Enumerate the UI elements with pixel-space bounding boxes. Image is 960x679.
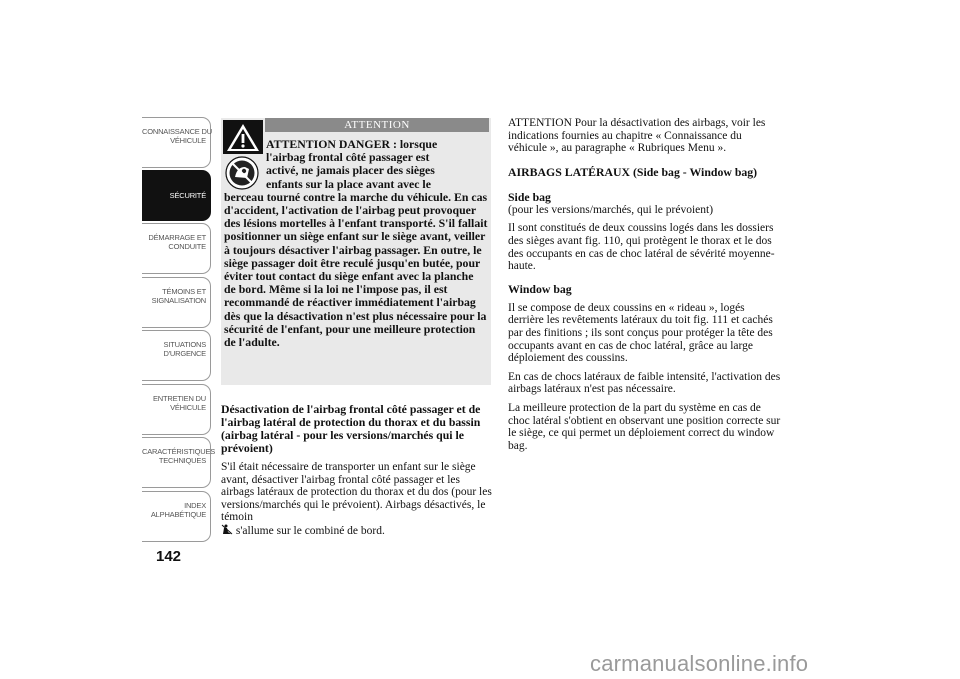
- window-bag-description: Il se compose de deux coussins en « rideau », logés derrière les revêtements latéraux du toit fig. 111 et cachés par des finitions ; ils sont conçus pour protéger la tête des occupants avant en cas de choc latéral, grâce au large déploiement des coussins.: [508, 301, 773, 365]
- warning-line-3: activé, ne jamais placer des sièges: [266, 163, 435, 178]
- chapter-tabs: [142, 117, 216, 544]
- tab-label-line1: CARACTÉRISTIQUES: [142, 447, 216, 456]
- warning-line-2: l'airbag frontal côté passager est: [266, 150, 430, 165]
- tab-label-line2: CONDUITE: [168, 242, 206, 251]
- page-number: 142: [156, 548, 182, 565]
- tab-label-line1: DÉMARRAGE ET: [148, 233, 206, 242]
- warning-text: [224, 138, 488, 349]
- airbag-off-indicator-icon: [221, 524, 233, 535]
- side-bag-description: Il sont constitués de deux coussins logés dans les dossiers des sièges avant fig. 110, qui protègent le thorax et le dos des occupants en cas de choc latéral de sévérité moyenne-haute.: [508, 222, 775, 273]
- warning-header: ATTENTION: [265, 118, 489, 132]
- best-protection-note: La meilleure protection de la part du système en cas de choc latéral s'obtient en observant une position correcte sur le siège, ce qui permet un déploiement correct du window bag.: [508, 401, 781, 452]
- side-bag-versions: (pour les versions/marchés, qui le prévoient): [508, 203, 714, 216]
- tab-label-line1: SITUATIONS: [163, 340, 206, 349]
- watermark: carmanualsonline.info: [590, 651, 809, 676]
- tab-situations-urgence[interactable]: [142, 330, 211, 381]
- tab-label-line1: TÉMOINS ET: [162, 287, 206, 296]
- tab-label-line2: ALPHABÉTIQUE: [150, 510, 206, 519]
- tab-entretien-vehicule[interactable]: [142, 384, 211, 435]
- tab-connaissance-vehicule[interactable]: [142, 117, 211, 168]
- warning-line-4: enfants sur la place avant avec le: [266, 176, 431, 191]
- tab-index-alphabetique[interactable]: [142, 491, 211, 542]
- section-heading-side-airbags: AIRBAGS LATÉRAUX (Side bag - Window bag): [508, 164, 758, 179]
- tab-label-line1: ENTRETIEN DU: [152, 394, 206, 403]
- subheading-side-bag: Side bag: [508, 189, 551, 204]
- warning-line-1: ATTENTION DANGER : lorsque: [266, 137, 438, 151]
- section-heading-deactivation: Désactivation de l'airbag frontal côté passager et de l'airbag latéral de protection du thorax et du bassin (airbag latéral - pour les versions/marchés qui le prévoient): [221, 402, 481, 455]
- tab-caracteristiques-techniques[interactable]: [142, 437, 216, 488]
- tab-demarrage-conduite[interactable]: [142, 223, 211, 274]
- tab-label-line1: CONNAISSANCE DU: [142, 127, 212, 136]
- tab-label-line2: VÉHICULE: [170, 403, 206, 412]
- tab-label-line2: TECHNIQUES: [158, 456, 206, 465]
- low-intensity-note: En cas de chocs latéraux de faible intensité, l'activation des airbags latéraux n'est pas nécessaire.: [508, 370, 781, 396]
- deactivation-text-end: s'allume sur le combiné de bord.: [235, 524, 385, 537]
- left-column: [221, 403, 493, 544]
- tab-label-line1: INDEX: [184, 501, 206, 510]
- subheading-window-bag: Window bag: [508, 281, 572, 296]
- tab-label-line2: SIGNALISATION: [151, 296, 206, 305]
- tab-temoins-signalisation[interactable]: [142, 277, 211, 328]
- tab-label-line2: SÉCURITÉ: [169, 191, 206, 200]
- tab-label-line2: D'URGENCE: [163, 349, 206, 358]
- right-column: [508, 117, 783, 458]
- warning-body: berceau tourné contre la marche du véhicule. En cas d'accident, l'activation de l'airbag peut provoquer des lésions mortelles à l'enfant transporté. S'il fallait positionner un siège enfant sur le siège avant, veiller à toujours désactiver l'airbag passager. En outre, le siège passager doit être reculé jusqu'en butée, pour éviter tout contact du siège enfant avec la planche de bord. Même si la loi ne l'impose pas, il est recommandé de réactiver immédiatement l'airbag dès que la désactivation n'est plus nécessaire pour la sécurité de l'enfant, pour une meilleure protection de l'adulte.: [224, 189, 488, 350]
- tab-securite[interactable]: [142, 170, 211, 221]
- tab-label-line2: VÉHICULE: [170, 136, 206, 145]
- deactivation-paragraph: [221, 461, 493, 538]
- deactivation-text: S'il était nécessaire de transporter un enfant sur le siège avant, désactiver l'airbag frontal côté passager et les airbags latéraux de protection du thorax et du dos (pour les versions/marchés qui le prévoient). Airbags désactivés, le témoin: [221, 461, 492, 524]
- attention-note: ATTENTION Pour la désactivation des airbags, voir les indications fournies au chapitre « Connaissance du véhicule », au paragraphe « Rubriques Menu ».: [508, 117, 766, 155]
